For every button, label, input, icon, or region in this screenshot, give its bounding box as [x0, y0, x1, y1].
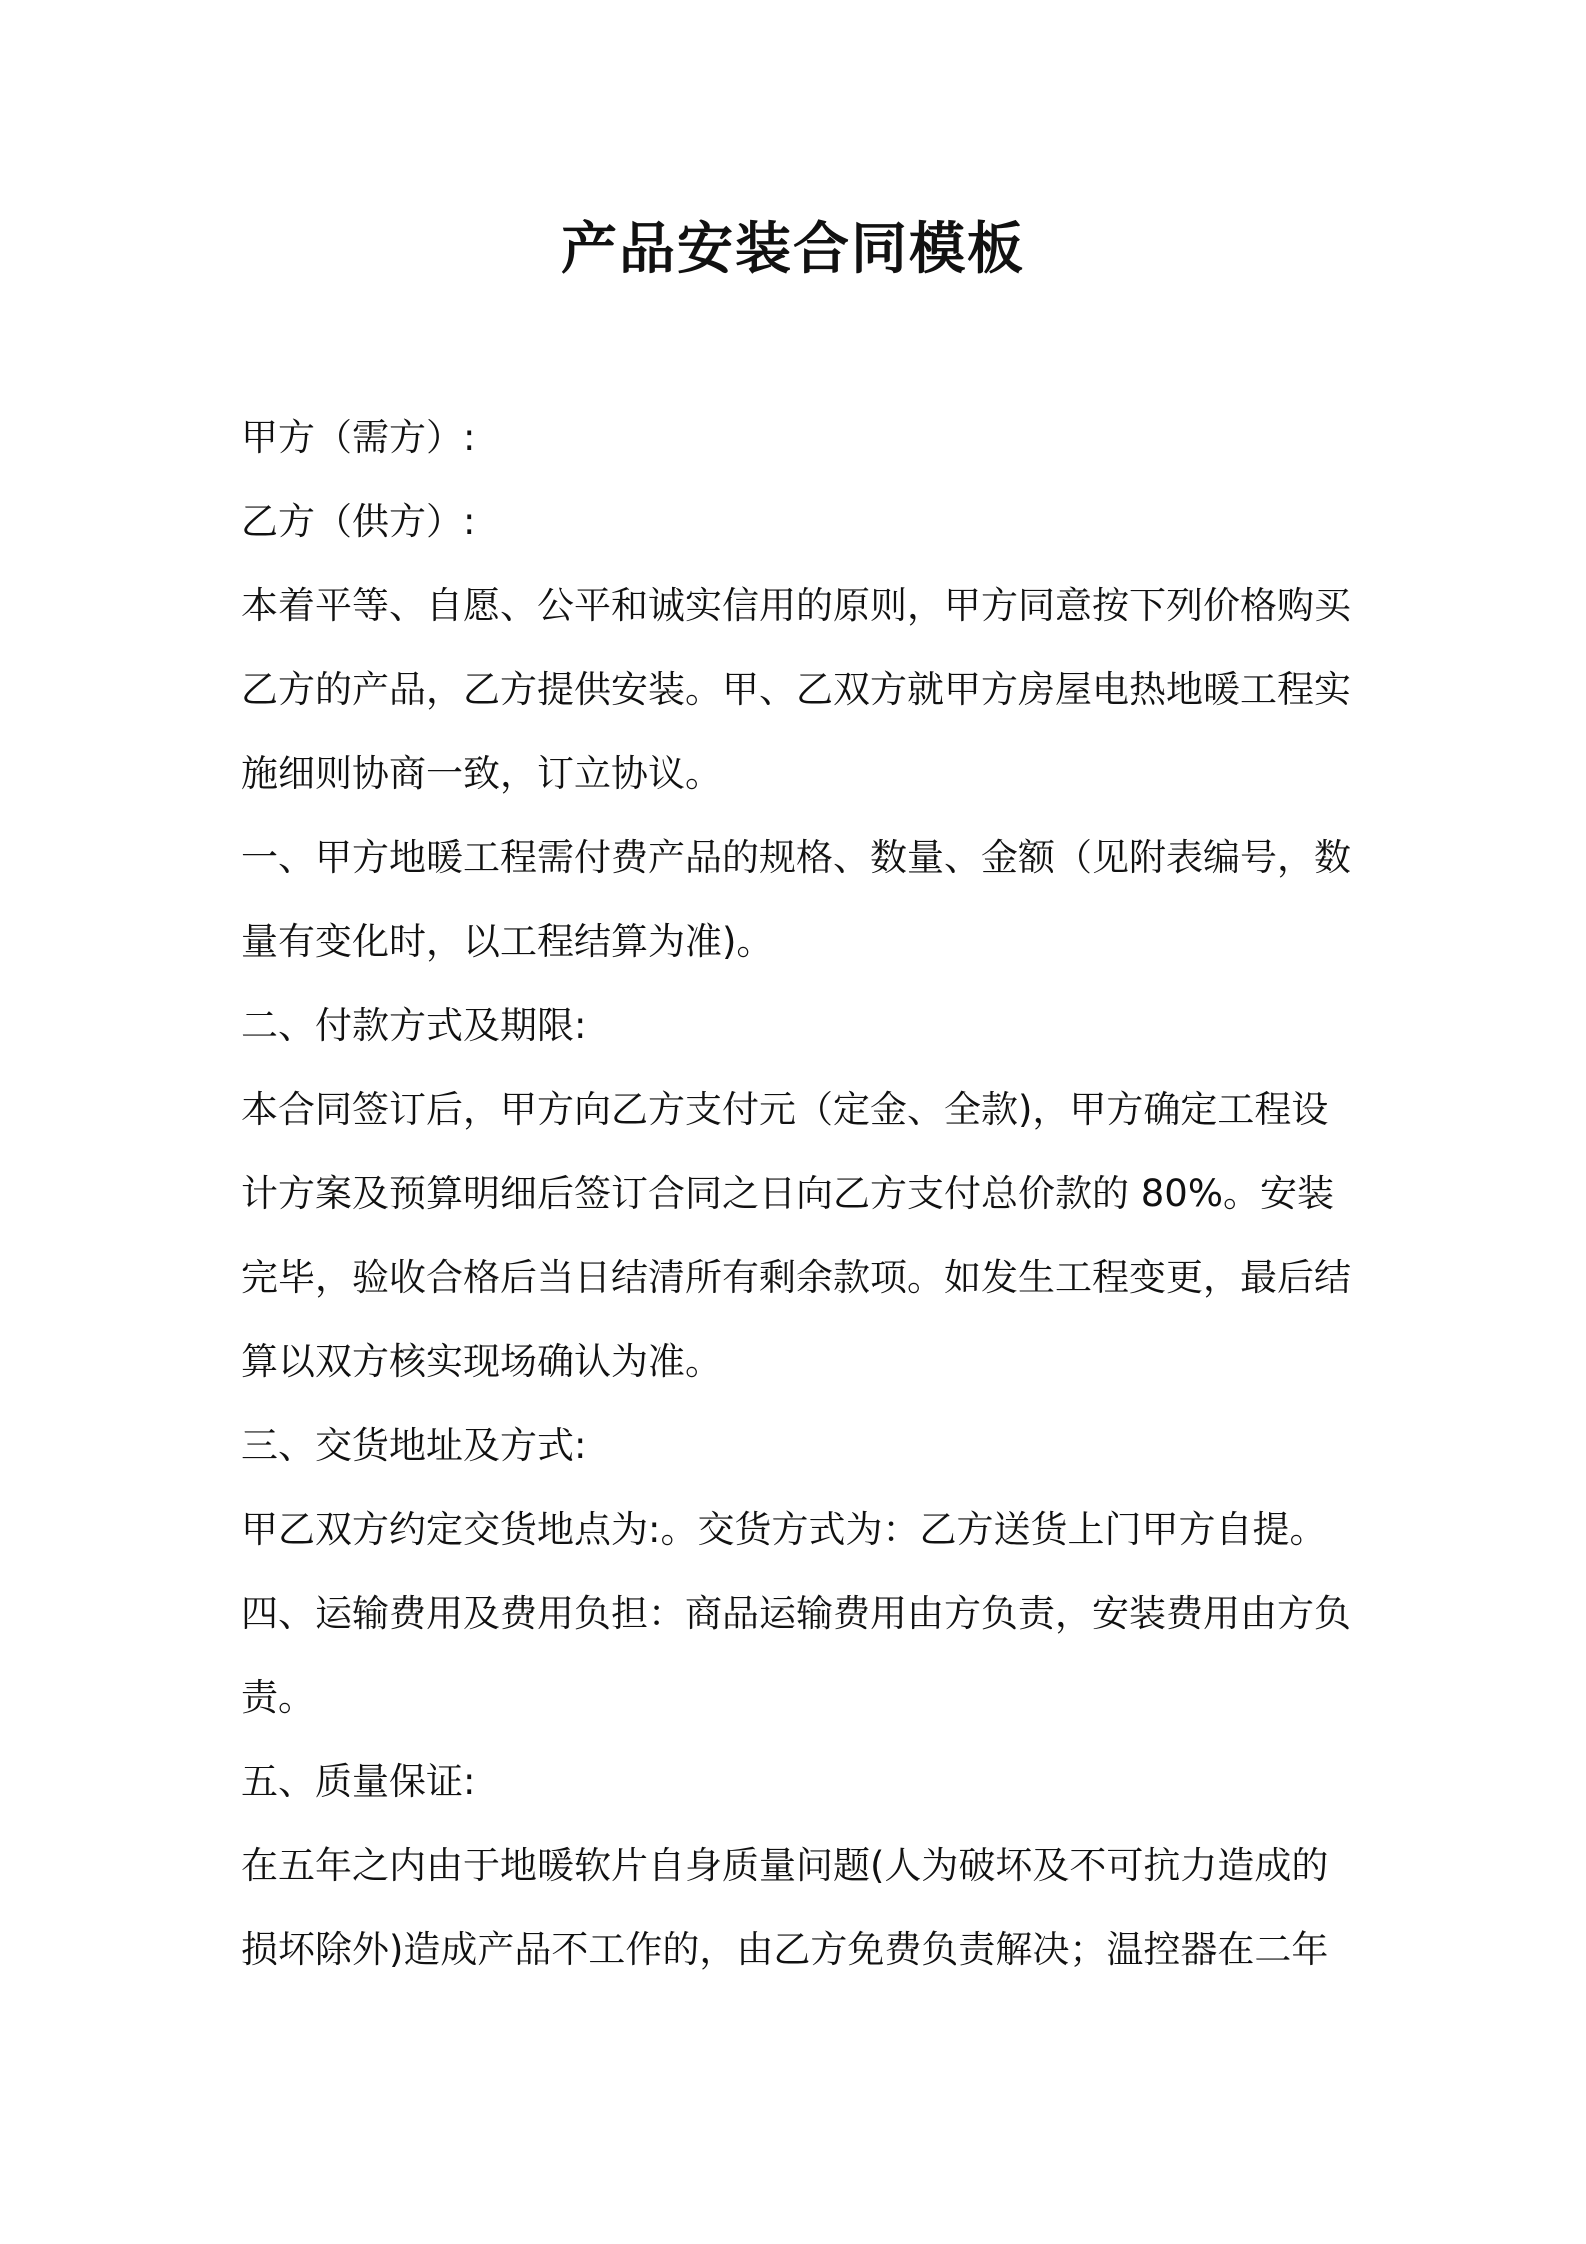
- clause-2-line-4: 算以双方核实现场确认为准。: [241, 1340, 722, 1383]
- clause-4-line-2: 责。: [241, 1676, 315, 1719]
- clause-2-line-2: 计方案及预算明细后签订合同之日向乙方支付总价款的 80%。安装: [241, 1172, 1334, 1215]
- clause-4-line-1: 四、运输费用及费用负担：商品运输费用由方负责，安装费用由方负: [241, 1592, 1351, 1635]
- clause-3-line-1: 甲乙双方约定交货地点为:。交货方式为：乙方送货上门甲方自提。: [241, 1508, 1327, 1551]
- preamble-line-3: 施细则协商一致，订立协议。: [241, 752, 722, 795]
- clause-2-line-3: 完毕，验收合格后当日结清所有剩余款项。如发生工程变更，最后结: [241, 1256, 1351, 1299]
- preamble-line-2: 乙方的产品，乙方提供安装。甲、乙双方就甲方房屋电热地暖工程实: [241, 668, 1351, 711]
- clause-2-heading: 二、付款方式及期限:: [241, 1004, 587, 1047]
- clause-2-line-1: 本合同签订后，甲方向乙方支付元（定金、全款)，甲方确定工程设: [241, 1088, 1329, 1131]
- clause-5-line-1: 在五年之内由于地暖软片自身质量问题(人为破坏及不可抗力造成的: [241, 1844, 1329, 1887]
- preamble-line-1: 本着平等、自愿、公平和诚实信用的原则，甲方同意按下列价格购买: [241, 584, 1351, 627]
- document-title: 产品安装合同模板: [561, 217, 1025, 282]
- document-body: [241, 396, 1361, 1992]
- party-a-line: 甲方（需方）:: [241, 416, 476, 459]
- clause-1-line-2: 量有变化时，以工程结算为准)。: [241, 920, 774, 963]
- clause-3-heading: 三、交货地址及方式:: [241, 1424, 587, 1467]
- clause-1-line-1: 一、甲方地暖工程需付费产品的规格、数量、金额（见附表编号，数: [241, 836, 1351, 879]
- clause-5-line-2: 损坏除外)造成产品不工作的，由乙方免费负责解决；温控器在二年: [241, 1928, 1329, 1971]
- clause-5-heading: 五、质量保证:: [241, 1760, 476, 1803]
- party-b-line: 乙方（供方）:: [241, 500, 476, 543]
